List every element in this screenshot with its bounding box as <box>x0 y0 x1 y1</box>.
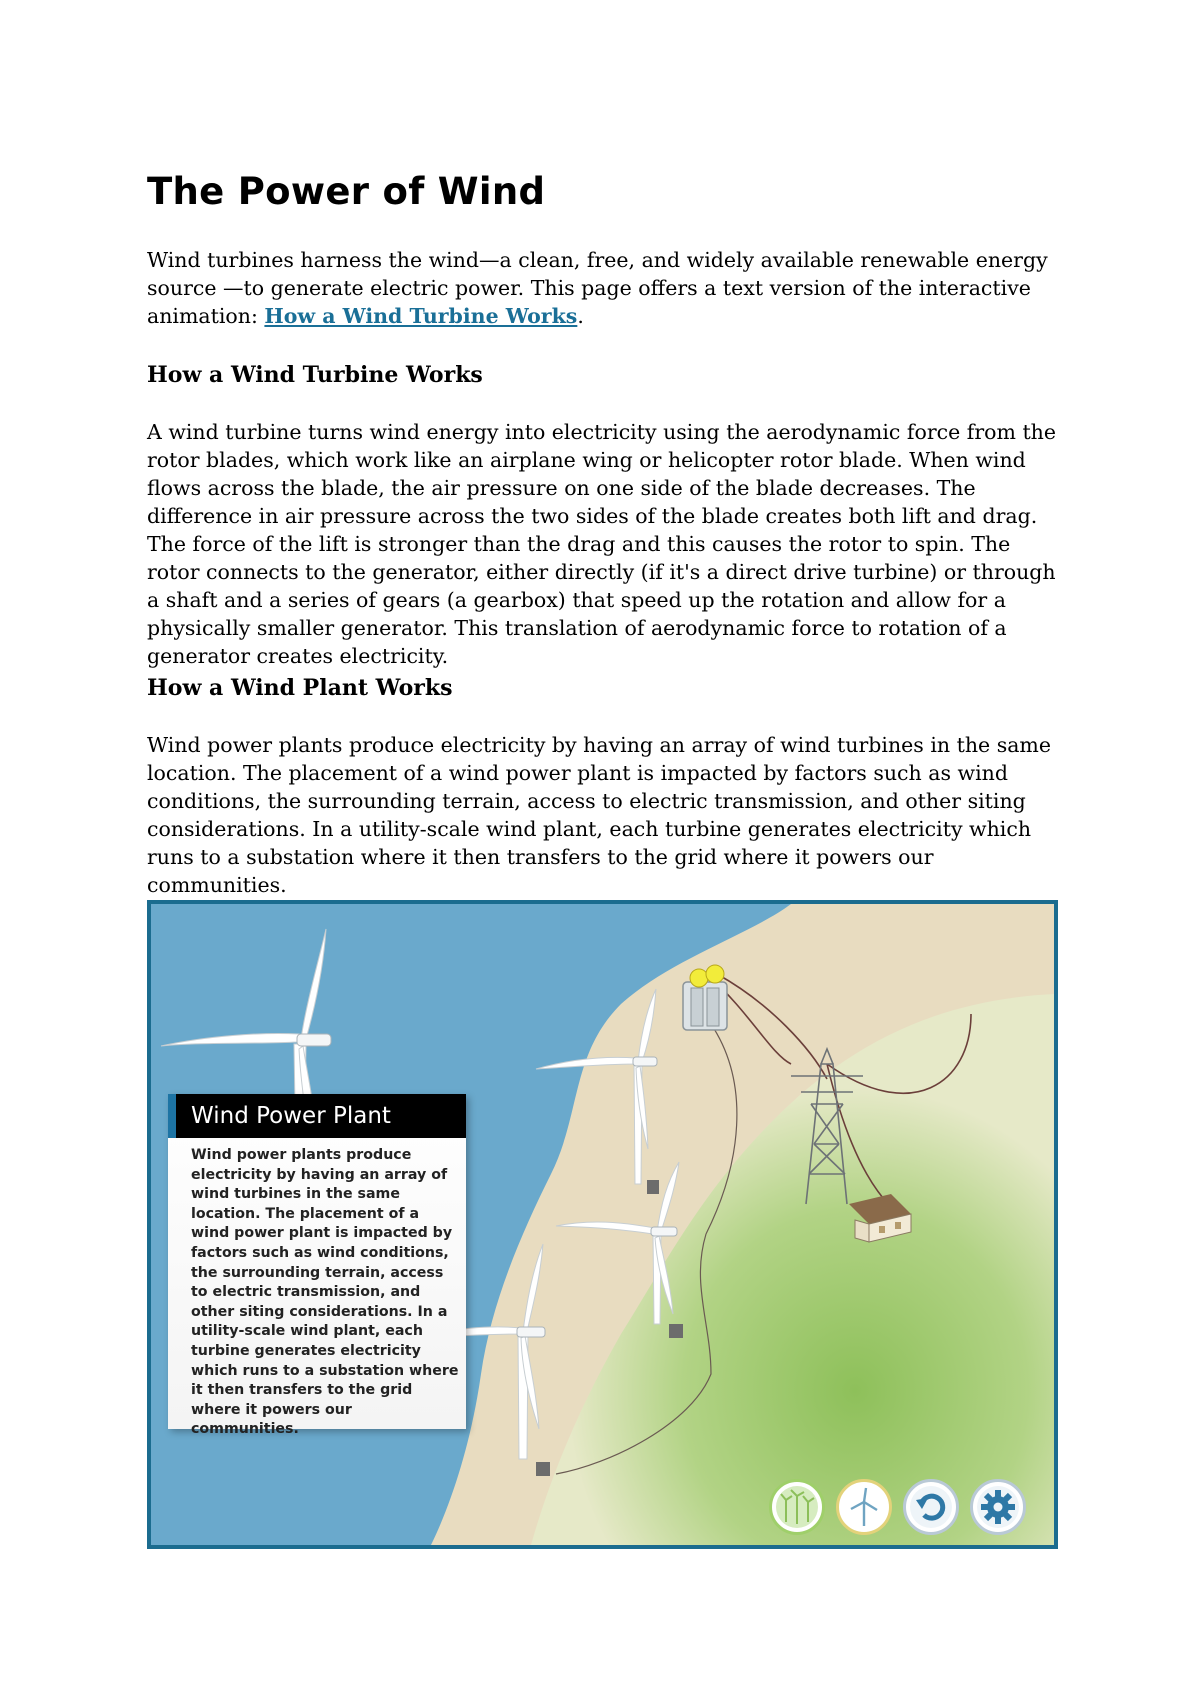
page-title: The Power of Wind <box>147 170 546 213</box>
panel-title: Wind Power Plant <box>176 1094 466 1138</box>
section-text-plant: Wind power plants produce electricity by having an array of wind turbines in the same location. The placement of a wind power plant is impacted by factors such as wind conditions, the surrounding terrain, access to electric transmission, and other siting considerations. In a utility-scale wind plant, each turbine generates electricity which runs to a substation where it then transfers to the grid where it powers our communities. <box>147 733 1052 897</box>
replay-icon <box>906 1482 956 1532</box>
section-heading-plant: How a Wind Plant Works <box>147 675 453 701</box>
animation-link[interactable]: How a Wind Turbine Works <box>264 304 578 328</box>
section-text-turbine: A wind turbine turns wind energy into electricity using the aerodynamic force from the rotor blades, which work like an airplane wing or helicopter rotor blade. When wind flows across the blade, the air pressure on one side of the blade decreases. The difference in air pressure across the two sides of the blade creates both lift and drag. The force of the lift is stronger than the drag and this causes the rotor to spin. The rotor connects to the generator, either directly (if it's a direct drive turbine) or through a shaft and a series of gears (a gearbox) that speed up the rotation and allow for a physically smaller generator. This translation of aerodynamic force to rotation of a generator creates electricity. <box>147 420 1057 668</box>
gear-icon <box>973 1482 1023 1532</box>
panel-description: Wind power plants produce electricity by having an array of wind turbines in the same location. The placement of a wind power plant is impacted by factors such as wind conditions, the surrounding terrain, access to electric transmission, and other siting considerations. In a utility-scale wind plant, each turbine generates electricity which runs to a substation where it then transfers to the grid where it powers our communities. <box>191 1147 459 1438</box>
panel-accent-bar <box>168 1094 176 1138</box>
settings-button[interactable] <box>970 1479 1026 1535</box>
replay-button[interactable] <box>903 1479 959 1535</box>
single-turbine-icon <box>839 1482 889 1532</box>
wind-plant-button[interactable] <box>769 1479 825 1535</box>
info-panel <box>168 1094 466 1438</box>
intro-period: . <box>577 304 584 328</box>
section-heading-turbine: How a Wind Turbine Works <box>147 362 483 388</box>
wind-plant-illustration <box>147 900 1058 1549</box>
intro-text: Wind turbines harness the wind—a clean, free, and widely available renewable energy source —to generate electric power. This page offers a text version of the interactive animation: <box>147 248 1048 328</box>
wind-plant-icon <box>772 1482 822 1532</box>
single-turbine-button[interactable] <box>836 1479 892 1535</box>
intro-paragraph <box>147 246 1067 330</box>
